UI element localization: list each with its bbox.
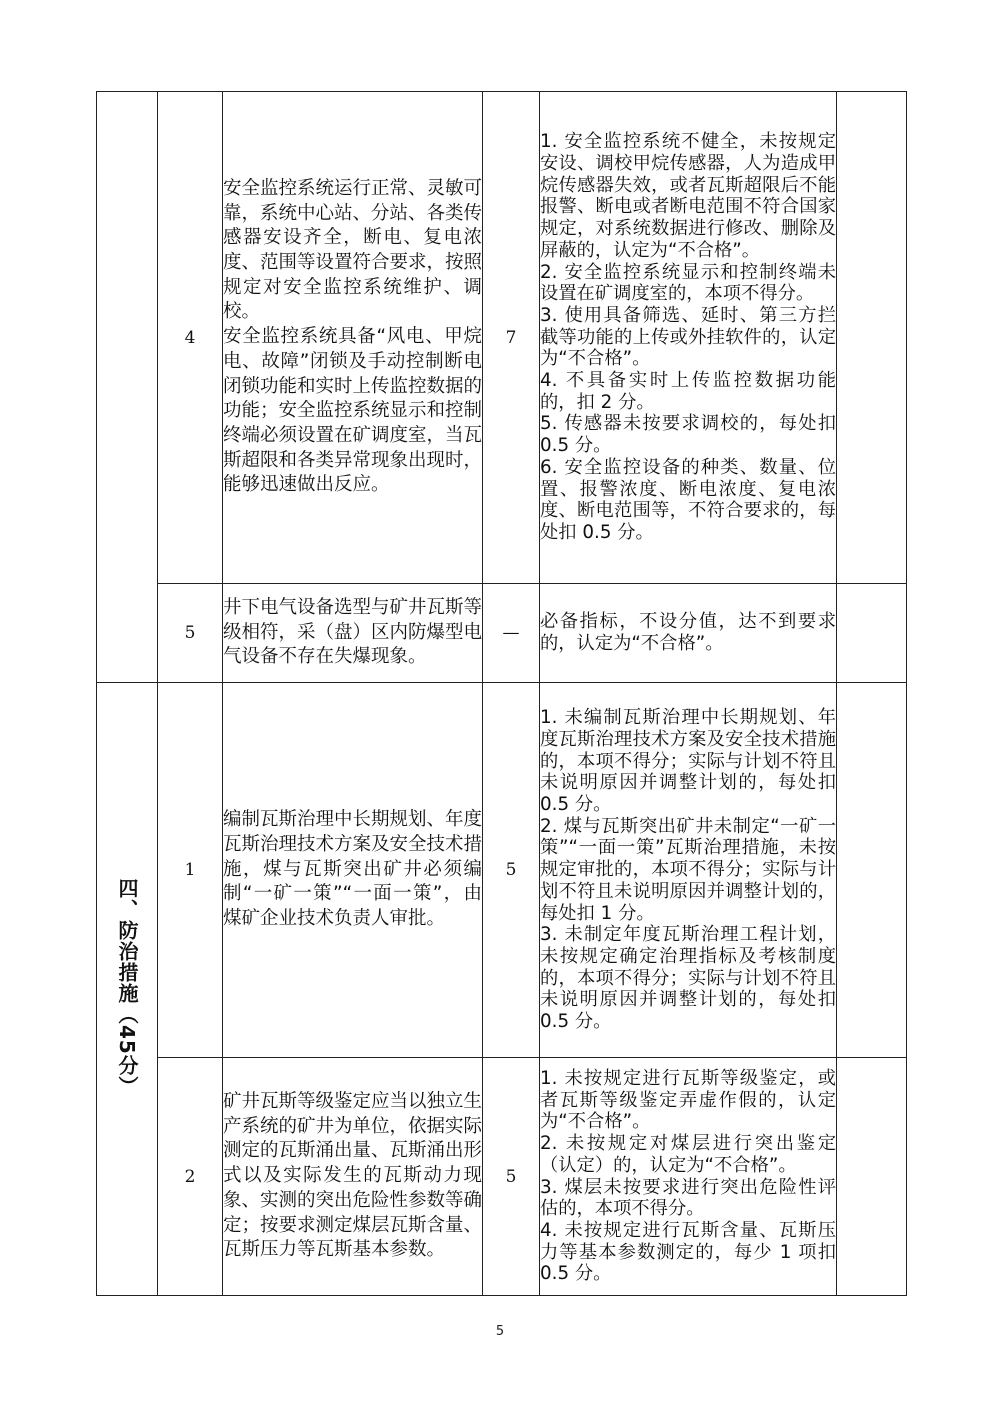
standard-line: 3. 煤层未按要求进行突出危险性评估的，本项不得分。 [540, 1176, 836, 1220]
standard-line: 6. 安全监控设备的种类、数量、位置、报警浓度、断电浓度、复电浓度、断电范围等，不符合要求的，每处扣 0.5 分。 [540, 456, 836, 543]
standard-line: 4. 未按规定进行瓦斯含量、瓦斯压力等基本参数测定的，每少 1 项扣 0.5 分。 [540, 1219, 836, 1285]
page-number: 5 [495, 1324, 505, 1339]
remark-cell [837, 683, 907, 1058]
item-number: 1 [158, 683, 223, 1058]
scoring-standard [540, 92, 837, 584]
content-paragraph: 安全监控系统具备“风电、甲烷电、故障”闭锁及手动控制断电闭锁功能和实时上传监控数据的功能；安全监控系统显示和控制终端必须设置在矿调度室，当瓦斯超限和各类异常现象出现时，能够迅速做出反应。 [223, 326, 483, 496]
item-score: 5 [483, 683, 540, 1058]
content-paragraph: 安全监控系统运行正常、灵敏可靠，系统中心站、分站、各类传感器安设齐全，断电、复电浓度、范围等设置符合要求，按照规定对安全监控系统维护、调校。 [223, 177, 483, 323]
remark-cell [837, 584, 907, 683]
content-paragraph: 矿井瓦斯等级鉴定应当以独立生产系统的矿井为单位，依据实际测定的瓦斯涌出量、瓦斯涌出形式以及实际发生的瓦斯动力现象、实测的突出危险性参数等确定；按要求测定煤层瓦斯含量、瓦斯压力等瓦斯基本参数。 [223, 1091, 483, 1261]
item-score: 5 [483, 1058, 540, 1296]
table-row [97, 1058, 907, 1296]
standard-line: 2. 煤与瓦斯突出矿井未制定“一矿一策”“一面一策”瓦斯治理措施，未按规定审批的，本项不得分；实际与计划不符且未说明原因并调整计划的，每处扣 1 分。 [540, 815, 836, 924]
item-content [223, 1058, 483, 1296]
assessment-table [96, 91, 907, 1296]
item-content [223, 584, 483, 683]
standard-line: 3. 使用具备筛选、延时、第三方拦截等功能的上传或外挂软件的，认定为“不合格”。 [540, 304, 836, 370]
standard-line: 5. 传感器未按要求调校的，每处扣 0.5 分。 [540, 413, 836, 457]
standard-line: 3. 未制定年度瓦斯治理工程计划，未按规定确定治理指标及考核制度的，本项不得分；实际与计划不符且未说明原因并调整计划的，每处扣 0.5 分。 [540, 924, 836, 1033]
standard-line: 1. 未编制瓦斯治理中长期规划、年度瓦斯治理技术方案及安全技术措施的，本项不得分；实际与计划不符且未说明原因并调整计划的，每处扣 0.5 分。 [540, 707, 836, 816]
standard-line: 4. 不具备实时上传监控数据功能的，扣 2 分。 [540, 370, 836, 413]
content-paragraph: 编制瓦斯治理中长期规划、年度瓦斯治理技术方案及安全技术措施，煤与瓦斯突出矿井必须编制“一矿一策”“一面一策”，由煤矿企业技术负责人审批。 [223, 809, 483, 930]
table-row [97, 584, 907, 683]
standard-line: 1. 安全监控系统不健全，未按规定安设、调校甲烷传感器，人为造成甲烷传感器失效，或者瓦斯超限后不能报警、断电或者断电范围不符合国家规定，对系统数据进行修改、删除及屏蔽的，认定为“不合格”。 [540, 131, 836, 261]
standard-line: 2. 未按规定对煤层进行突出鉴定（认定）的，认定为“不合格”。 [540, 1133, 836, 1176]
section-cell [97, 683, 158, 1296]
table-row [97, 683, 907, 1058]
item-content [223, 683, 483, 1058]
remark-cell [837, 1058, 907, 1296]
standard-line: 必备指标，不设分值，达不到要求的，认定为“不合格”。 [540, 611, 836, 654]
standard-line: 2. 安全监控系统显示和控制终端未设置在矿调度室的，本项不得分。 [540, 261, 836, 305]
table-row [97, 92, 907, 584]
item-score: — [483, 584, 540, 683]
standard-line: 1. 未按规定进行瓦斯等级鉴定，或者瓦斯等级鉴定弄虚作假的，认定为“不合格”。 [540, 1067, 836, 1133]
item-content [223, 92, 483, 584]
remark-cell [837, 92, 907, 584]
scoring-standard [540, 683, 837, 1058]
section-label: 四、防治措施（45分） [115, 877, 139, 1097]
item-number: 4 [158, 92, 223, 584]
item-number: 5 [158, 584, 223, 683]
item-score: 7 [483, 92, 540, 584]
content-paragraph: 井下电气设备选型与矿井瓦斯等级相符，采（盘）区内防爆型电气设备不存在失爆现象。 [223, 596, 483, 668]
scoring-standard [540, 584, 837, 683]
section-cell [97, 92, 158, 683]
scoring-standard [540, 1058, 837, 1296]
item-number: 2 [158, 1058, 223, 1296]
